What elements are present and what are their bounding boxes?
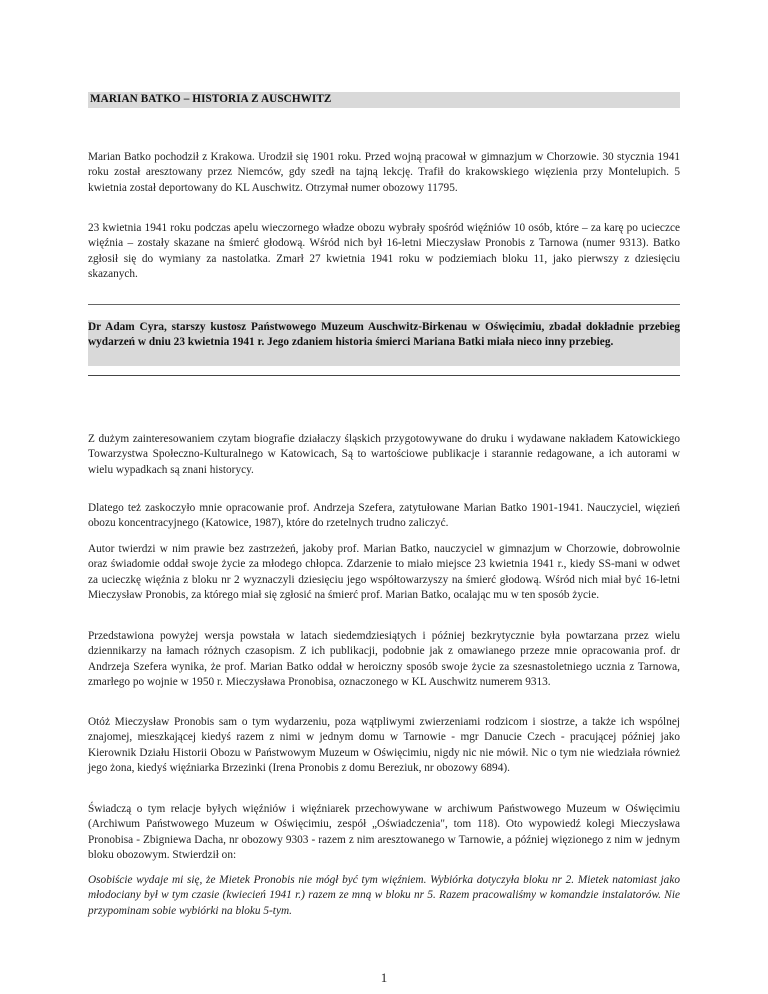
body-paragraph-6: Świadczą o tym relacje byłych więźniów i więźniarek przechowywane w archiwum Państwowego Muzeum w Oświęcimiu (Archiwum Państwowego Muzeum w Oświęcimiu, zespół „Oświadczenia", tom 118). Oto wypowiedź kolegi Mieczysława Pronobisa - Zbigniewa Dacha, nr obozowy 9303 - razem z nim aresztowanego w Tarnowie, a później więzionego z nim w jednym bloku obozowym. Stwierdził on: [88,803,680,861]
body-paragraph-3: Autor twierdzi w nim prawie bez zastrzeżeń, jakoby prof. Marian Batko, nauczyciel w gimnazjum w Chorzowie, dobrowolnie oraz świadomie oddał swoje życie za młodego chłopca. Zdarzenie to miało miejsce 23 kwietnia 1941 r., kiedy SS-mani w odwet za ucieczkę więźnia z bloku nr 2 wyznaczyli dziesięciu jego współtowarzyszy na śmierć głodową. Wśród nich miał być 16-letni Mieczysław Pronobis, za którego miał się zgłosić na śmierć prof. Marian Batko, ocalając mu w ten sposób życie. [88,543,680,601]
document-title: MARIAN BATKO – HISTORIA Z AUSCHWITZ [90,93,332,105]
quote-paragraph: Osobiście wydaje mi się, że Mietek Pronobis nie mógł być tym więźniem. Wybiórka dotyczyła bloku nr 2. Mietek natomiast jako młodociany był w tym czasie (kwiecień 1941 r.) razem ze mną w bloku nr 5. Razem pracowaliśmy w komandzie instalatorów. Nie przypominam sobie wybiórki na bloku 5-tym. [88,874,680,917]
body-paragraph-5: Otóż Mieczysław Pronobis sam o tym wydarzeniu, poza wątpliwymi zwierzeniami rodzicom i siostrze, a także ich wspólnej znajomej, mieszkającej kiedyś razem z nimi w jednym domu w Tarnowie - mgr Danucie Czech - pracującej później jako Kierownik Działu Historii Obozu w Państwowym Muzeum w Oświęcimiu, nigdy nic nie mówił. Nic o tym nie wiedziała również jego żona, kiedyś więźniarka Brzezinki (Irena Pronobis z domu Bereziuk, nr obozowy 6894). [88,716,680,774]
intro-paragraph-2: 23 kwietnia 1941 roku podczas apelu wieczornego władze obozu wybrały spośród więźniów 10 osób, które – za karę po ucieczce więźnia – zostały skazane na śmierć głodową. Wśród nich był 16-letni Mieczysław Pronobis z Tarnowa (numer 9313). Batko zgłosił się do wymiany za nastolatka. Zmarł 27 kwietnia 1941 roku w podziemiach bloku 11, jako pierwszy z dziesięciu skazanych. [88,222,680,280]
page-number: 1 [380,970,388,985]
divider-top [88,304,680,305]
highlight-box [88,320,680,366]
body-paragraph-1: Z dużym zainteresowaniem czytam biografie działaczy śląskich przygotowywane do druku i wydawane nakładem Katowickiego Towarzystwa Społeczno-Kulturalnego w Katowicach, Są to wartościowe publikacje i starannie redagowane, a ich autorami w wielu wypadkach są znani historycy. [88,433,680,476]
highlight-paragraph: Dr Adam Cyra, starszy kustosz Państwowego Muzeum Auschwitz-Birkenau w Oświęcimiu, zbadał dokładnie przebieg wydarzeń w dniu 23 kwietnia 1941 r. Jego zdaniem historia śmierci Mariana Batki miała nieco inny przebieg. [88,321,680,349]
body-paragraph-2: Dlatego też zaskoczyło mnie opracowanie prof. Andrzeja Szefera, zatytułowane Marian Batko 1901-1941. Nauczyciel, więzień obozu koncentracyjnego (Katowice, 1987), które do rzetelnych trudno zaliczyć. [88,502,680,530]
intro-paragraph-1: Marian Batko pochodził z Krakowa. Urodził się 1901 roku. Przed wojną pracował w gimnazjum w Chorzowie. 30 stycznia 1941 roku został aresztowany przez Niemców, gdy szedł na tajną lekcję. Trafił do krakowskiego więzienia przy Montelupich. 5 kwietnia został deportowany do KL Auschwitz. Otrzymał numer obozowy 11795. [88,151,680,194]
title-bar [88,92,680,108]
divider-bottom [88,375,680,376]
body-paragraph-4: Przedstawiona powyżej wersja powstała w latach siedemdziesiątych i później bezkrytycznie była powtarzana przez wielu dziennikarzy na łamach różnych czasopism. Z ich publikacji, podobnie jak z omawianego przeze mnie opracowania prof. dr Andrzeja Szefera wynika, że prof. Marian Batko oddał w heroiczny sposób swoje życie za szesnastoletniego ucznia z Tarnowa, zmarłego po wojnie w 1950 r. Mieczysława Pronobisa, oznaczonego w KL Auschwitz numerem 9313. [88,630,680,688]
